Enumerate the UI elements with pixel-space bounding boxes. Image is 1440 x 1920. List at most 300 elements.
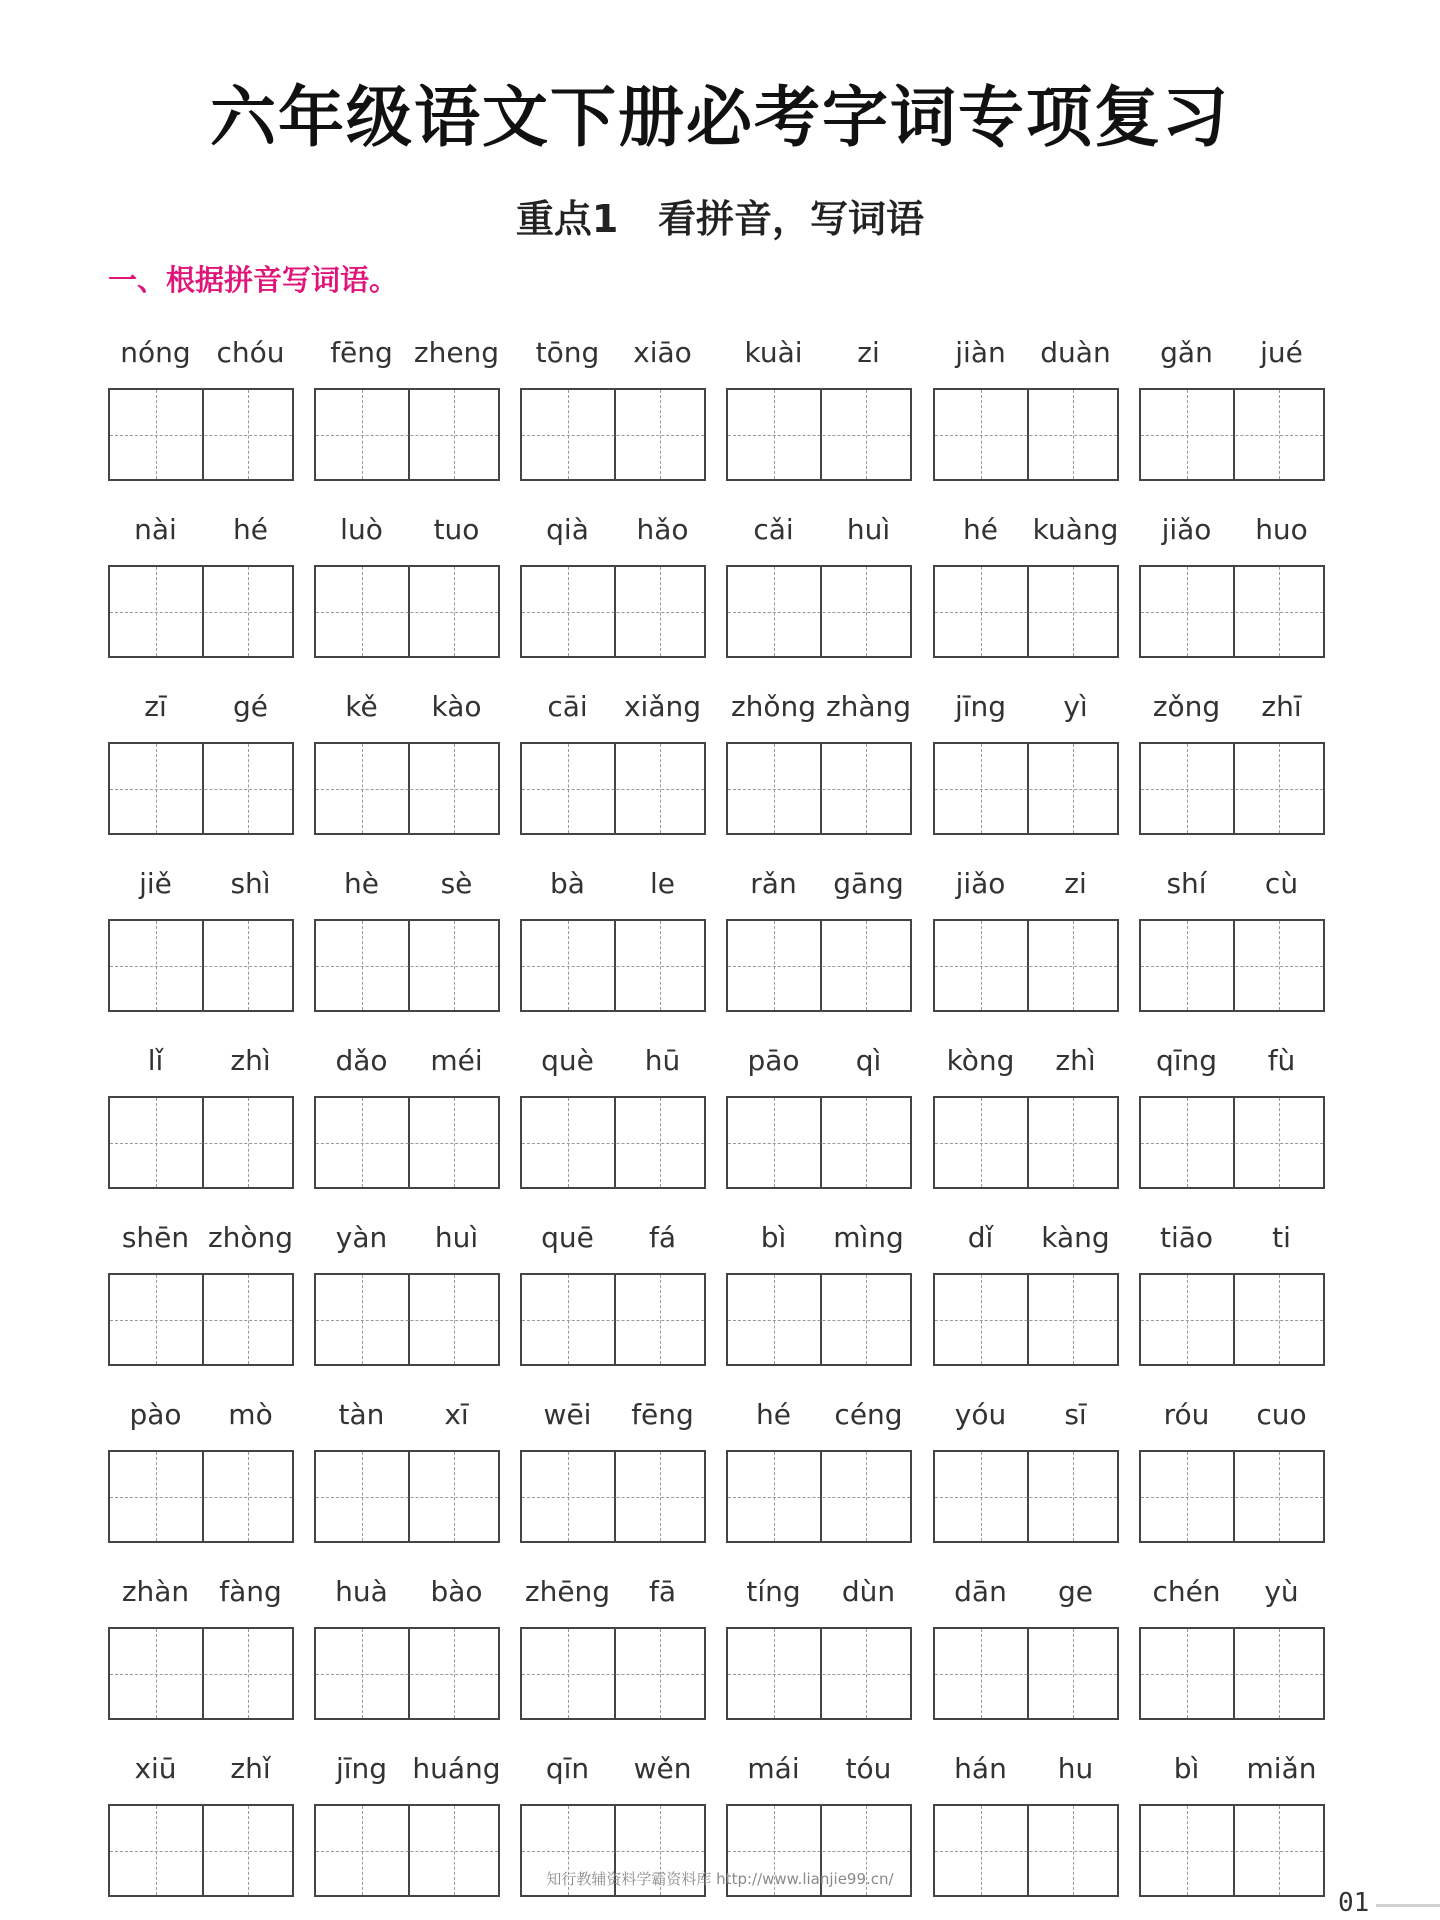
tianzige-writing-box[interactable] [726,919,912,1012]
box-guide-line [362,744,363,833]
box-guide-line [660,1452,661,1541]
pinyin-syllable: tuo [433,513,480,546]
box-guide-line [981,921,982,1010]
box-guide-line [660,744,661,833]
pinyin-syllable: huà [335,1575,388,1608]
word-item [726,510,916,660]
pinyin-syllable: zhòng [207,1221,294,1254]
tianzige-writing-box[interactable] [726,1096,912,1189]
pinyin-syllable: zhǐ [230,1752,271,1785]
word-item [726,864,916,1014]
box-guide-line [156,744,157,833]
pinyin-syllable: yàn [335,1221,388,1254]
tianzige-writing-box[interactable] [933,388,1119,481]
box-guide-line [1073,1098,1074,1187]
box-guide-line [362,921,363,1010]
box-guide-line [110,612,292,613]
tianzige-writing-box[interactable] [520,1450,706,1543]
tianzige-writing-box[interactable] [314,1273,500,1366]
box-guide-line [1141,1320,1323,1321]
box-guide-line [1279,1452,1280,1541]
tianzige-writing-box[interactable] [314,388,500,481]
pinyin-syllable: jīng [335,1752,388,1785]
pinyin-syllable: mái [747,1752,800,1785]
box-guide-line [728,1497,910,1498]
box-guide-line [454,1452,455,1541]
tianzige-writing-box[interactable] [933,1627,1119,1720]
pinyin-syllable: qīn [545,1752,590,1785]
box-guide-line [1073,744,1074,833]
pinyin-syllable: zhǒng [730,690,817,723]
word-item [314,1041,504,1191]
box-guide-line [1073,567,1074,656]
word-item [520,687,710,837]
box-guide-line [1279,921,1280,1010]
tianzige-writing-box[interactable] [726,1273,912,1366]
tianzige-writing-box[interactable] [108,742,294,835]
pinyin-syllable: jiǎo [955,867,1006,900]
tianzige-writing-box[interactable] [933,565,1119,658]
box-guide-line [1279,1098,1280,1187]
tianzige-writing-box[interactable] [520,1273,706,1366]
box-guide-line [774,921,775,1010]
word-item [108,510,298,660]
word-item [314,864,504,1014]
tianzige-writing-box[interactable] [726,388,912,481]
tianzige-writing-box[interactable] [1139,919,1325,1012]
page-number: 01 [1338,1888,1370,1918]
box-guide-line [248,567,249,656]
tianzige-writing-box[interactable] [726,565,912,658]
pinyin-syllable: nóng [120,336,191,369]
pinyin-syllable: kě [345,690,378,723]
box-guide-line [110,789,292,790]
pinyin-syllable: huì [434,1221,479,1254]
box-guide-line [866,1275,867,1364]
pinyin-syllable: róu [1163,1398,1210,1431]
box-guide-line [1279,390,1280,479]
box-guide-line [1279,1629,1280,1718]
box-guide-line [935,612,1117,613]
word-item [520,864,710,1014]
pinyin-syllable: hū [644,1044,681,1077]
box-guide-line [156,921,157,1010]
box-guide-line [1279,1275,1280,1364]
box-guide-line [774,1452,775,1541]
tianzige-writing-box[interactable] [314,1627,500,1720]
word-item [108,1572,298,1722]
box-guide-line [1141,789,1323,790]
tianzige-writing-box[interactable] [520,919,706,1012]
word-item [1139,1572,1329,1722]
box-guide-line [1141,612,1323,613]
box-guide-line [728,1320,910,1321]
box-guide-line [110,1497,292,1498]
pinyin-syllable: huì [846,513,891,546]
box-guide-line [522,1851,704,1852]
word-item [520,1218,710,1368]
box-guide-line [362,390,363,479]
pinyin-syllable: céng [834,1398,903,1431]
tianzige-writing-box[interactable] [1139,388,1325,481]
box-guide-line [866,1098,867,1187]
pinyin-syllable: qì [855,1044,882,1077]
word-item [726,687,916,837]
box-guide-line [110,1320,292,1321]
pinyin-syllable: jiǎo [1161,513,1212,546]
box-guide-line [981,567,982,656]
tianzige-writing-box[interactable] [108,1273,294,1366]
box-guide-line [728,966,910,967]
pinyin-syllable: zhēng [524,1575,611,1608]
pinyin-syllable: miǎn [1246,1752,1317,1785]
word-item [314,333,504,483]
pinyin-syllable: zhàng [825,690,912,723]
word-item [933,1041,1123,1191]
pinyin-syllable: hé [233,513,268,546]
tianzige-writing-box[interactable] [933,1273,1119,1366]
box-guide-line [156,1275,157,1364]
box-guide-line [1187,921,1188,1010]
pinyin-syllable: tóu [845,1752,892,1785]
word-item [1139,1218,1329,1368]
box-guide-line [522,966,704,967]
pinyin-syllable: tíng [746,1575,801,1608]
tianzige-writing-box[interactable] [108,565,294,658]
box-guide-line [156,567,157,656]
pinyin-syllable: jué [1260,336,1303,369]
pinyin-syllable: lǐ [147,1044,164,1077]
pinyin-syllable: tiāo [1159,1221,1214,1254]
box-guide-line [1141,1143,1323,1144]
pinyin-syllable: dǐ [967,1221,994,1254]
pinyin-syllable: fā [648,1575,676,1608]
tianzige-writing-box[interactable] [933,1096,1119,1189]
pinyin-syllable: jiàn [955,336,1006,369]
tianzige-writing-box[interactable] [108,388,294,481]
word-item [726,1395,916,1545]
pinyin-syllable: kòng [946,1044,1015,1077]
pinyin-syllable: jīng [954,690,1007,723]
tianzige-writing-box[interactable] [314,565,500,658]
box-guide-line [110,1851,292,1852]
pinyin-syllable: duàn [1040,336,1111,369]
tianzige-writing-box[interactable] [314,742,500,835]
pinyin-syllable: fù [1267,1044,1296,1077]
box-guide-line [522,1497,704,1498]
pinyin-syllable: yù [1264,1575,1299,1608]
box-guide-line [1073,390,1074,479]
pinyin-syllable: tōng [535,336,600,369]
word-item [933,510,1123,660]
word-item [108,1218,298,1368]
pinyin-syllable: xiāo [633,336,692,369]
box-guide-line [316,612,498,613]
box-guide-line [248,1452,249,1541]
pinyin-syllable: fàng [219,1575,282,1608]
box-guide-line [660,1098,661,1187]
box-guide-line [316,1674,498,1675]
box-guide-line [660,390,661,479]
box-guide-line [728,1851,910,1852]
tianzige-writing-box[interactable] [314,919,500,1012]
pinyin-syllable: chén [1152,1575,1221,1608]
pinyin-syllable: què [541,1044,594,1077]
box-guide-line [866,1452,867,1541]
tianzige-writing-box[interactable] [108,1096,294,1189]
tianzige-writing-box[interactable] [314,1096,500,1189]
tianzige-writing-box[interactable] [933,1450,1119,1543]
box-guide-line [568,1629,569,1718]
pinyin-syllable: kuàng [1032,513,1119,546]
page-number-rule [1376,1904,1440,1907]
box-guide-line [935,435,1117,436]
box-guide-line [316,966,498,967]
word-item [726,1572,916,1722]
box-guide-line [316,435,498,436]
box-guide-line [866,390,867,479]
pinyin-syllable: gé [233,690,268,723]
pinyin-syllable: kuài [744,336,803,369]
box-guide-line [454,744,455,833]
box-guide-line [1141,435,1323,436]
box-guide-line [728,435,910,436]
box-guide-line [1073,1452,1074,1541]
pinyin-syllable: gāng [833,867,904,900]
tianzige-writing-box[interactable] [108,1627,294,1720]
box-guide-line [981,390,982,479]
box-guide-line [248,1098,249,1187]
box-guide-line [568,567,569,656]
box-guide-line [1187,567,1188,656]
box-guide-line [981,1452,982,1541]
pinyin-syllable: xī [444,1398,469,1431]
word-item [108,687,298,837]
box-guide-line [316,1143,498,1144]
section-heading: 一、根据拼音写词语。 [108,263,399,297]
box-guide-line [568,921,569,1010]
tianzige-writing-box[interactable] [1139,1450,1325,1543]
box-guide-line [1187,744,1188,833]
tianzige-writing-box[interactable] [1139,1627,1325,1720]
pinyin-syllable: fá [648,1221,676,1254]
box-guide-line [454,1275,455,1364]
word-item [726,1041,916,1191]
tianzige-writing-box[interactable] [314,1450,500,1543]
box-guide-line [1141,966,1323,967]
word-item [1139,687,1329,837]
pinyin-syllable: rǎn [750,867,797,900]
tianzige-writing-box[interactable] [1139,565,1325,658]
pinyin-syllable: zhàn [121,1575,190,1608]
pinyin-syllable: kào [431,690,482,723]
pinyin-syllable: sè [440,867,473,900]
pinyin-syllable: wěn [633,1752,692,1785]
tianzige-writing-box[interactable] [726,1450,912,1543]
box-guide-line [728,612,910,613]
word-item [933,1572,1123,1722]
box-guide-line [981,1098,982,1187]
tianzige-writing-box[interactable] [520,1096,706,1189]
tianzige-writing-box[interactable] [726,1627,912,1720]
pinyin-syllable: kàng [1041,1221,1110,1254]
tianzige-writing-box[interactable] [520,388,706,481]
box-guide-line [156,1452,157,1541]
pinyin-syllable: quē [541,1221,594,1254]
pinyin-syllable: ti [1272,1221,1291,1254]
word-item [314,687,504,837]
box-guide-line [522,612,704,613]
box-guide-line [1187,1275,1188,1364]
pinyin-syllable: sī [1064,1398,1087,1431]
pinyin-syllable: zī [144,690,167,723]
box-guide-line [568,390,569,479]
box-guide-line [156,390,157,479]
pinyin-syllable: fēng [330,336,393,369]
box-guide-line [454,1629,455,1718]
word-item [520,1395,710,1545]
box-guide-line [774,1098,775,1187]
pinyin-syllable: shì [230,867,271,900]
box-guide-line [568,1452,569,1541]
box-guide-line [981,1275,982,1364]
box-guide-line [110,966,292,967]
pinyin-syllable: cǎi [753,513,794,546]
pinyin-syllable: huáng [412,1752,501,1785]
pinyin-syllable: ge [1058,1575,1093,1608]
tianzige-writing-box[interactable] [520,1627,706,1720]
pinyin-syllable: hé [756,1398,791,1431]
pinyin-syllable: hǎo [636,513,689,546]
box-guide-line [1073,1275,1074,1364]
box-guide-line [110,435,292,436]
word-item [1139,864,1329,1014]
pinyin-syllable: hán [954,1752,1007,1785]
box-guide-line [1141,1497,1323,1498]
pinyin-syllable: cù [1264,867,1299,900]
pinyin-syllable: shēn [121,1221,190,1254]
word-item [726,333,916,483]
box-guide-line [660,1629,661,1718]
word-item [933,1218,1123,1368]
box-guide-line [728,1143,910,1144]
page-title: 六年级语文下册必考字词专项复习 [210,79,1230,156]
word-item [933,333,1123,483]
box-guide-line [935,789,1117,790]
word-item [1139,1041,1329,1191]
box-guide-line [316,1320,498,1321]
word-item [108,864,298,1014]
box-guide-line [248,921,249,1010]
box-guide-line [316,1851,498,1852]
pinyin-syllable: mìng [833,1221,904,1254]
box-guide-line [935,1674,1117,1675]
word-item [314,1218,504,1368]
box-guide-line [522,1143,704,1144]
box-guide-line [362,567,363,656]
tianzige-writing-box[interactable] [933,919,1119,1012]
word-item [520,1041,710,1191]
pinyin-syllable: bà [550,867,585,900]
pinyin-syllable: huo [1255,513,1308,546]
pinyin-syllable: yì [1063,690,1088,723]
pinyin-syllable: cāi [547,690,588,723]
pinyin-syllable: tàn [338,1398,385,1431]
pinyin-syllable: méi [430,1044,483,1077]
pinyin-syllable: shí [1166,867,1207,900]
pinyin-syllable: qīng [1155,1044,1218,1077]
box-guide-line [866,921,867,1010]
tianzige-writing-box[interactable] [1139,1096,1325,1189]
pinyin-syllable: dùn [841,1575,896,1608]
pinyin-syllable: le [649,867,675,900]
box-guide-line [1187,1452,1188,1541]
box-guide-line [1141,1851,1323,1852]
tianzige-writing-box[interactable] [108,919,294,1012]
box-guide-line [362,1098,363,1187]
box-guide-line [454,390,455,479]
word-item [314,1572,504,1722]
word-item [108,1395,298,1545]
box-guide-line [1187,1098,1188,1187]
pinyin-syllable: bì [760,1221,787,1254]
box-guide-line [660,567,661,656]
box-guide-line [1279,744,1280,833]
box-guide-line [935,966,1117,967]
tianzige-writing-box[interactable] [108,1450,294,1543]
pinyin-syllable: hè [344,867,379,900]
box-guide-line [156,1098,157,1187]
box-guide-line [774,1275,775,1364]
box-guide-line [156,1629,157,1718]
box-guide-line [1073,921,1074,1010]
tianzige-writing-box[interactable] [520,742,706,835]
tianzige-writing-box[interactable] [1139,742,1325,835]
box-guide-line [316,1497,498,1498]
pinyin-syllable: zhì [230,1044,271,1077]
pinyin-syllable: zhī [1261,690,1302,723]
pinyin-syllable: xiǎng [623,690,702,723]
box-guide-line [522,789,704,790]
box-guide-line [248,1275,249,1364]
tianzige-writing-box[interactable] [933,742,1119,835]
box-guide-line [660,921,661,1010]
box-guide-line [774,390,775,479]
box-guide-line [774,567,775,656]
word-item [1139,510,1329,660]
pinyin-syllable: qià [546,513,589,546]
box-guide-line [362,1629,363,1718]
tianzige-writing-box[interactable] [726,742,912,835]
box-guide-line [362,1452,363,1541]
pinyin-syllable: zi [857,336,880,369]
tianzige-writing-box[interactable] [1139,1273,1325,1366]
pinyin-syllable: pāo [747,1044,800,1077]
word-item [726,1218,916,1368]
pinyin-syllable: zheng [413,336,500,369]
word-item [520,1572,710,1722]
box-guide-line [774,1629,775,1718]
pinyin-syllable: nài [134,513,177,546]
box-guide-line [110,1143,292,1144]
box-guide-line [568,1098,569,1187]
pinyin-syllable: hé [963,513,998,546]
tianzige-writing-box[interactable] [520,565,706,658]
page-subtitle: 重点1 看拼音，写词语 [515,197,925,241]
box-guide-line [454,921,455,1010]
word-item [520,333,710,483]
box-guide-line [728,789,910,790]
